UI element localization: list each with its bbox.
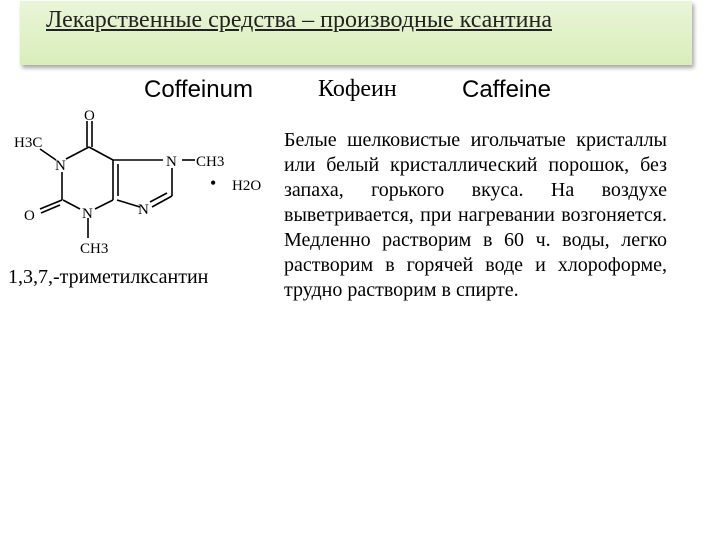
methyl-3-label: CH3: [80, 241, 109, 257]
hydrate-dot: •: [210, 173, 217, 193]
oxygen-top-label: O: [84, 108, 95, 124]
title-banner: [20, 1, 692, 65]
caffeine-structure: [0, 100, 280, 270]
iupac-name: 1,3,7,-триметилксантин: [8, 266, 209, 288]
methyl-1-label: H3C: [14, 135, 43, 151]
nitrogen-1-label: N: [55, 158, 66, 174]
russian-name: Кофеин: [318, 76, 397, 102]
nitrogen-9-label: N: [138, 202, 149, 218]
latin-name: Coffeinum: [144, 76, 253, 103]
description-text: Белые шелковистые игольчатые кристаллы или белый кристаллический порошок, без запаха, горького вкуса. На воздухе выветривается, при нагревании возгоняется. Медленно растворим в 60 ч. воды, легко растворим в горячей воде и хлороформе, трудно растворим в спирте.: [284, 129, 667, 301]
nitrogen-3-label: N: [82, 206, 93, 222]
oxygen-left-label: O: [24, 208, 35, 224]
slide-title: Лекарственные средства – производные ксантина: [46, 7, 552, 33]
english-name: Caffeine: [462, 76, 551, 103]
methyl-7-label: CH3: [196, 154, 225, 170]
water-label: H2O: [232, 178, 262, 194]
nitrogen-7-label: N: [166, 154, 177, 170]
